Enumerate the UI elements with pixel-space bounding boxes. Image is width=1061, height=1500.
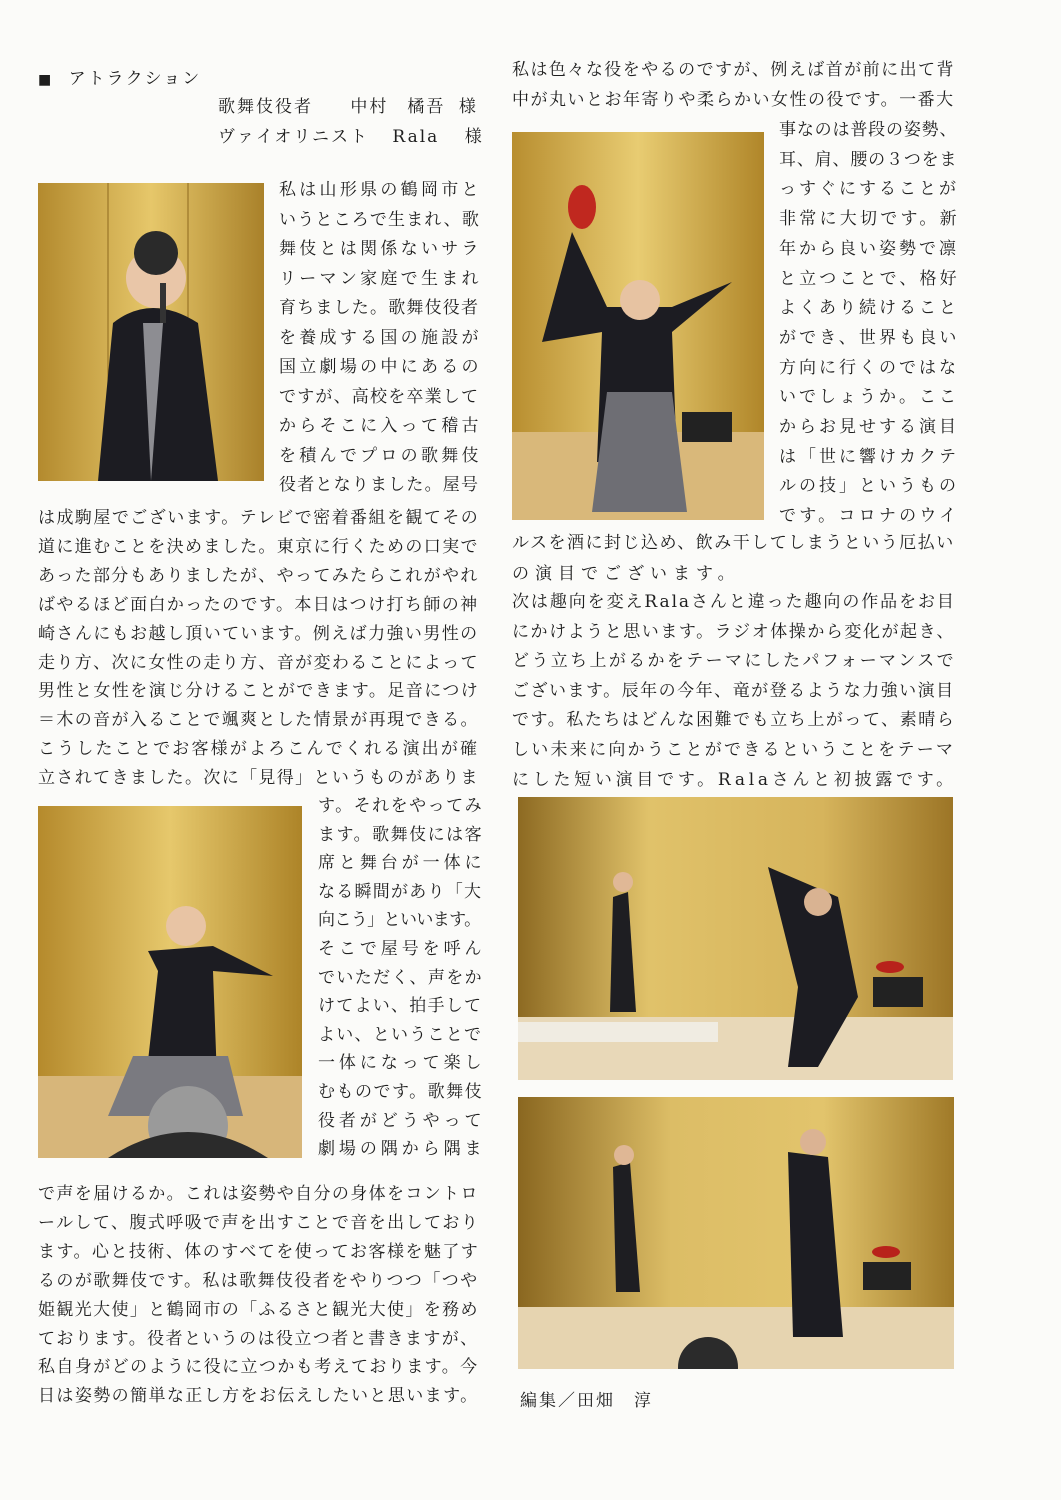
text-line: 年から良い姿勢で凛: [779, 238, 959, 259]
text-line: そこで屋号を呼ん: [318, 939, 486, 959]
text-line: ばやるほど面白かったのです。本日はつけ打ち師の神: [38, 594, 479, 615]
text-line: からお見せする演目: [779, 417, 959, 437]
text-line: こうしたことでお客様がよろこんでくれる演出が確: [38, 739, 480, 760]
performer-name: Rala: [392, 127, 440, 147]
text-line: いでしょうか。ここ: [779, 387, 959, 408]
text-line: からそこに入って稽古: [279, 416, 482, 436]
text-line: よくあり続けること: [779, 298, 959, 319]
text-line: ます。歌舞伎には客: [318, 824, 484, 845]
text-line: 私は色々な役をやるのですが、例えば首が前に出て背: [512, 60, 955, 80]
photo-duet-2: [518, 1097, 954, 1369]
performer-role: 歌舞伎役者: [218, 97, 313, 117]
text-line: ができ、世界も良い: [779, 327, 960, 348]
text-line: で声を届けるか。これは姿勢や自分の身体をコントロ: [38, 1184, 479, 1204]
text-line: にかけようと思います。ラジオ体操から変化が起き、: [512, 621, 956, 642]
text-line: です。私たちはどんな困難でも立ち上がって、素晴ら: [512, 710, 956, 731]
performer-name: 中村 橘吾: [350, 97, 446, 117]
text-line: いうところで生まれ、歌: [279, 209, 481, 230]
text-line: 崎さんにもお越し頂いています。例えば力強い男性の: [38, 623, 479, 644]
text-line: 席と舞台が一体に: [318, 853, 486, 874]
text-line: 非常に大切です。新: [779, 209, 960, 230]
performer-violin: [218, 122, 484, 147]
text-line: 走り方、次に女性の走り方、音が変わることによって: [38, 652, 479, 673]
text-line: 国立劇場の中にあるの: [279, 357, 482, 377]
text-line: ルスを酒に封じ込め、飲み干してしまうという厄払い: [512, 533, 955, 553]
text-line: を養成する国の施設が: [279, 327, 482, 348]
honorific: 様: [458, 97, 478, 117]
performer-kabuki: [218, 92, 478, 117]
text-line: けてよい、拍手して: [318, 996, 483, 1017]
text-line: ます。心と技術、体のすべてを使ってお客様を魅了す: [38, 1241, 480, 1262]
text-line: 育ちました。歌舞伎役者: [279, 298, 480, 318]
text-line: どう立ち上がるかをテーマにしたパフォーマンスで: [512, 651, 957, 672]
text-line: ですが、高校を卒業して: [279, 386, 480, 407]
text-line: にした短い演目です。Ralaさんと初披露です。: [512, 769, 957, 790]
text-line: あった部分もありましたが、やってみたらこれがやれ: [38, 565, 479, 586]
text-line: を積んでプロの歌舞伎: [279, 445, 482, 466]
text-line: でいただく、声をか: [318, 967, 484, 988]
text-line: 方向に行くのではな: [779, 357, 959, 378]
text-line: 舞伎とは関係ないサラ: [279, 239, 482, 259]
text-line: は「世に響けカクテ: [779, 446, 959, 467]
text-line: です。コロナのウイ: [779, 506, 960, 527]
text-line: す。それをやってみ: [318, 796, 484, 816]
text-line: リーマン家庭で生まれ: [279, 268, 482, 289]
section-title: アトラクション: [68, 69, 202, 89]
text-line: ございます。辰年の今年、竜が登るような力強い演目: [512, 680, 955, 701]
text-line: 姫観光大使」と鶴岡市の「ふるさと観光大使」を務め: [38, 1299, 479, 1320]
text-line: ルの技」というもの: [779, 476, 959, 497]
text-line: 中が丸いとお年寄りや柔らかい女性の役です。一番大: [512, 90, 955, 110]
text-line: ールして、腹式呼吸で声を出すことで音を出しており: [38, 1212, 480, 1233]
text-line: 劇場の隅から隅ま: [318, 1139, 486, 1160]
editor-credit: 編集／田畑 淳: [520, 1391, 653, 1411]
text-line: 男性と女性を演じ分けることができます。足音につけ: [38, 681, 480, 702]
text-line: むものです。歌舞伎: [318, 1082, 484, 1102]
photo-kabuki-mie: [38, 806, 302, 1158]
photo-kabuki-speech: [38, 183, 264, 481]
text-line: っすぐにすることが: [779, 179, 959, 200]
text-line: しい未来に向かうことができるということをテーマ: [512, 740, 956, 760]
performer-role: ヴァイオリニスト: [218, 127, 369, 147]
bullet-icon: ■: [38, 72, 54, 88]
text-line: なる瞬間があり「大: [318, 881, 483, 902]
text-line: 役者となりました。屋号: [279, 475, 480, 495]
text-line: は成駒屋でございます。テレビで密着番組を観てその: [38, 508, 480, 528]
text-line: 次は趣向を変えRalaさんと違った趣向の作品をお目: [512, 592, 956, 612]
text-line: と立つことで、格好: [779, 268, 960, 289]
text-line: 日は姿勢の簡単な正し方をお伝えしたいと思います。: [38, 1386, 479, 1407]
text-line: ＝木の音が入ることで颯爽とした情景が再現できる。: [38, 710, 479, 731]
text-line: るのが歌舞伎です。私は歌舞伎役者をやりつつ「つや: [38, 1270, 479, 1291]
text-line: 役者がどうやって: [318, 1110, 486, 1131]
text-line: 道に進むことを決めました。東京に行くための口実で: [38, 536, 479, 557]
section-header: [38, 64, 201, 89]
text-line: 事なのは普段の姿勢、: [779, 120, 958, 140]
photo-duet-1: [518, 797, 953, 1080]
text-line: 向こう」といいます。: [318, 910, 481, 931]
photo-kabuki-pose: [512, 132, 764, 520]
text-line: よい、ということで: [318, 1024, 483, 1045]
text-line: 私自身がどのように役に立つかも考えております。今: [38, 1357, 479, 1378]
text-line: 一体になって楽し: [318, 1053, 486, 1074]
text-line: 耳、肩、腰の３つをま: [779, 149, 958, 170]
text-line: ております。役者というのは役立つ者と書きますが、: [38, 1328, 479, 1349]
text-line: 立されてきました。次に「見得」というものがありま: [38, 768, 479, 789]
honorific: 様: [464, 127, 484, 147]
text-line: の演目でございます。: [512, 564, 741, 584]
text-line: 私は山形県の鶴岡市と: [279, 180, 482, 200]
